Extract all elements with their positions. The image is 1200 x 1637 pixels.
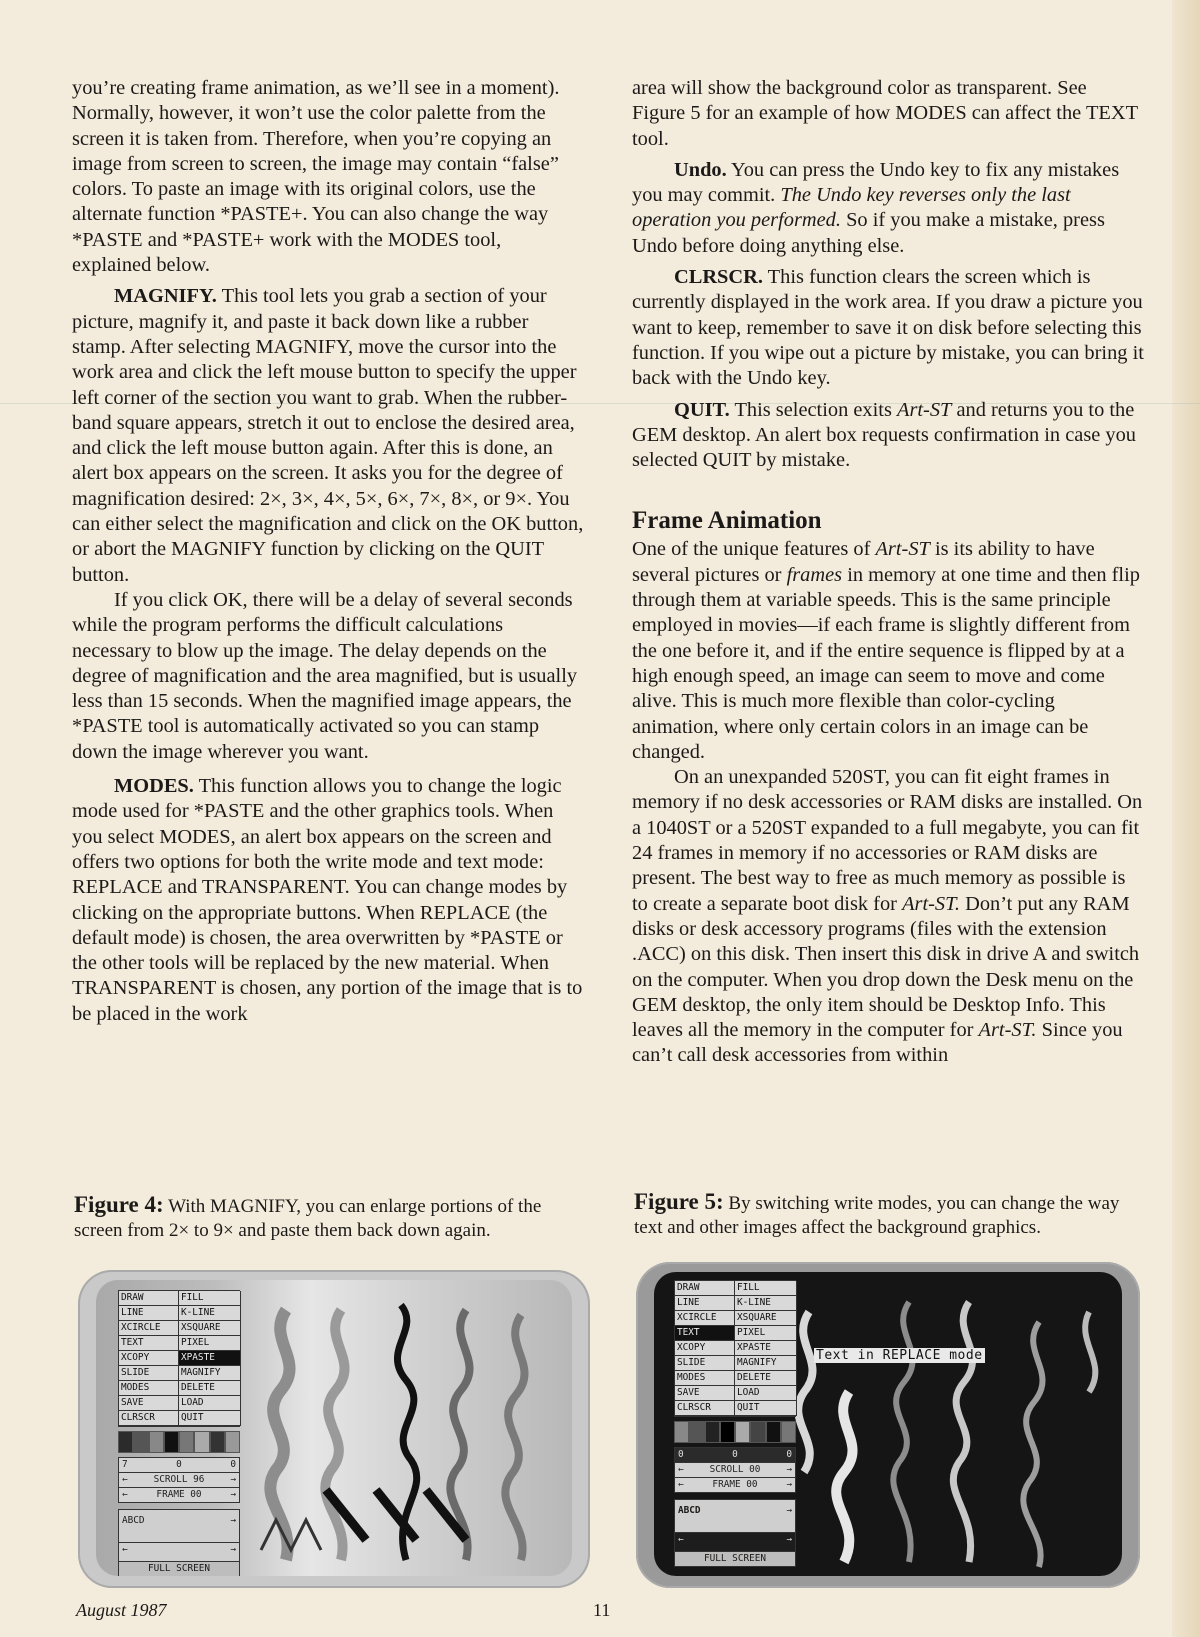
paragraph-frame-animation xyxy=(632,537,1144,765)
figure-4-tool-grid xyxy=(118,1290,240,1427)
scroll-control[interactable] xyxy=(674,1463,796,1478)
figure-4-screenshot xyxy=(78,1270,590,1588)
tool-delete[interactable]: DELETE xyxy=(735,1371,797,1386)
replace-mode-text: Text in REPLACE mode xyxy=(816,1348,983,1363)
scroll-label: SCROLL 00 xyxy=(709,1464,761,1475)
tool-text[interactable]: TEXT xyxy=(119,1336,179,1351)
full-screen-button[interactable]: FULL SCREEN xyxy=(118,1562,240,1576)
mem-text-2: Don’t put any RAM disks or desk accessory programs (files with the extension .ACC) on this disk. Then insert this disk in drive A and switch on the computer. When you drop down the Desk menu on the GEM desktop, the only item should be Desktop Info. This leaves all the memory in the computer for xyxy=(632,892,1140,1042)
right-column xyxy=(632,76,1144,1069)
issue-date: August 1987 xyxy=(76,1600,167,1620)
magnify-body: This tool lets you grab a section of your picture, magnify it, and paste it back down like a rubber stamp. After selecting MAGNIFY, move the cursor into the work area and click the left mouse button to specify the upper left corner of the section you want to grab. When the rubber-band square appears, stretch it out to enclose the desired area, and click the left mouse button again. After this is done, an alert box appears on the screen. It asks you for the degree of magnification desired: 2×, 3×, 4×, 5×, 6×, 7×, 8×, or 9×. You can either select the magnification and click on the OK button, or abort the MAGNIFY function by clicking on the QUIT button. xyxy=(72,285,584,586)
undo-body-end: So if you make a mistake, press Undo before doing anything else. xyxy=(632,209,1105,257)
frame-control[interactable] xyxy=(118,1488,240,1503)
figure-5-tool-menu xyxy=(674,1280,796,1567)
counter-row xyxy=(118,1457,240,1473)
tool-text[interactable]: TEXT xyxy=(675,1326,735,1341)
figure-4-label: Figure 4: xyxy=(74,1192,164,1217)
tool-xcircle[interactable]: XCIRCLE xyxy=(675,1311,735,1326)
undo-body: You can press the Undo key to fix any mistakes you may commit. xyxy=(632,158,1120,207)
right-arrow-icon[interactable]: → xyxy=(786,1479,792,1490)
figure-5-tool-grid xyxy=(674,1280,796,1417)
magnify-heading: MAGNIFY. xyxy=(114,285,217,308)
tool-slide[interactable]: SLIDE xyxy=(675,1356,735,1371)
counter-1: 7 xyxy=(122,1459,128,1470)
tool-clrscr[interactable]: CLRSCR xyxy=(675,1401,735,1416)
scroll-label: SCROLL 96 xyxy=(153,1474,205,1485)
text-sample: ABCD xyxy=(678,1505,701,1516)
tool-delete[interactable]: DELETE xyxy=(179,1381,241,1396)
tool-xpaste[interactable]: XPASTE xyxy=(735,1341,797,1356)
left-arrow-icon[interactable]: ← xyxy=(122,1489,128,1500)
tool-load[interactable]: LOAD xyxy=(179,1396,241,1411)
fa-text-1: One of the unique features of xyxy=(632,538,876,561)
counter-1: 0 xyxy=(678,1449,684,1460)
tool-load[interactable]: LOAD xyxy=(735,1386,797,1401)
quit-body: This selection exits xyxy=(729,398,897,421)
left-arrow-icon[interactable]: ← xyxy=(122,1544,128,1555)
tool-magnify[interactable]: MAGNIFY xyxy=(179,1366,241,1381)
tool-xcopy[interactable]: XCOPY xyxy=(675,1341,735,1356)
paragraph-paste: you’re creating frame animation, as we’ll see in a moment). Normally, however, it won’t use the color palette from the screen it is taken from. Therefore, when you’re copying an image from screen to screen, the image may contain “false” colors. To paste an image with its original colors, use the alternate function *PASTE+. You can also change the way *PASTE and *PASTE+ work with the MODES tool, explained below. xyxy=(72,77,560,277)
mem-app-name-2: Art-ST. xyxy=(978,1019,1037,1042)
right-arrow-icon[interactable]: → xyxy=(230,1489,236,1500)
text-sample-box[interactable] xyxy=(118,1509,240,1543)
figure-5-screen xyxy=(654,1272,1122,1576)
frame-label: FRAME 00 xyxy=(712,1479,758,1490)
paragraph-undo xyxy=(632,158,1144,259)
tool-pixel[interactable]: PIXEL xyxy=(735,1326,797,1341)
figure-4-caption xyxy=(74,1193,586,1243)
tool-xsquare[interactable]: XSQUARE xyxy=(735,1311,797,1326)
paragraph-memory xyxy=(632,765,1144,1069)
paragraph-transparent: area will show the background color as transparent. See Figure 5 for an example of how MODES can affect the TEXT tool. xyxy=(632,77,1138,150)
tool-modes[interactable]: MODES xyxy=(675,1371,735,1386)
left-arrow-icon[interactable]: ← xyxy=(678,1479,684,1490)
color-palette xyxy=(118,1431,240,1453)
squiggles-image xyxy=(789,1282,1119,1572)
figure-4-tool-menu xyxy=(118,1290,240,1576)
scroll-control[interactable] xyxy=(118,1473,240,1488)
fa-text-3: in memory at one time and then flip through them at variable speeds. This is the same principle employed in movies—if each frame is slightly different from the one before it, and if the entire sequence is flipped by at a high enough speed, an image can seem to move and come alive. This is much more flexible than color-cycling animation, where only certain colors in an image can be changed. xyxy=(632,563,1140,763)
modes-body: This function allows you to change the logic mode used for *PASTE and the other graphics tools. When you select MODES, an alert box appears on the screen and offers two options for both the write mode and text mode: REPLACE and TRANSPARENT. You can change modes by clicking on the appropriate buttons. When REPLACE (the default mode) is chosen, the area overwritten by *PASTE or the other tools will be replaced by the new material. When TRANSPARENT is chosen, any portion of the image that is to be placed in the work xyxy=(72,775,583,1025)
figure-5-caption xyxy=(634,1190,1146,1240)
figure-5-screenshot xyxy=(636,1262,1140,1588)
left-arrow-icon[interactable]: ← xyxy=(678,1534,684,1545)
right-arrow-icon[interactable]: → xyxy=(786,1534,792,1545)
tool-pixel[interactable]: PIXEL xyxy=(179,1336,241,1351)
tool-quit[interactable]: QUIT xyxy=(179,1411,241,1426)
clrscr-heading: CLRSCR. xyxy=(674,266,763,289)
quit-app-name: Art-ST xyxy=(896,398,952,421)
mem-text-3: Since you can’t call desk accessories from within xyxy=(632,1019,1123,1067)
section-heading-frame-animation: Frame Animation xyxy=(632,507,822,535)
tool-xpaste[interactable]: XPASTE xyxy=(179,1351,241,1366)
clrscr-body: This function clears the screen which is currently displayed in the work area. If you draw a picture you want to keep, remember to save it on disk before selecting this function. If you wipe out a picture by mistake, you can bring it back with the Undo key. xyxy=(632,266,1144,390)
text-size-control[interactable] xyxy=(118,1543,240,1562)
page-edge xyxy=(1172,0,1200,1637)
tool-slide[interactable]: SLIDE xyxy=(119,1366,179,1381)
figure-5-label: Figure 5: xyxy=(634,1189,724,1214)
fa-text-2: is its ability to have several pictures or xyxy=(632,538,1095,586)
counter-3: 0 xyxy=(786,1449,792,1460)
paragraph-clrscr xyxy=(632,265,1144,391)
paragraph-quit xyxy=(632,398,1144,474)
paragraph-modes xyxy=(72,774,584,1027)
figure-4-caption-text: With MAGNIFY, you can enlarge portions of the screen from 2× to 9× and paste them back down again. xyxy=(74,1196,542,1241)
tool-fill[interactable]: FILL xyxy=(735,1281,797,1296)
undo-heading: Undo. xyxy=(674,158,727,181)
fa-app-name: Art-ST xyxy=(875,538,930,561)
magnified-squiggles-image xyxy=(246,1290,566,1570)
tool-modes[interactable]: MODES xyxy=(119,1381,179,1396)
tool-xcircle[interactable]: XCIRCLE xyxy=(119,1321,179,1336)
tool-quit[interactable]: QUIT xyxy=(735,1401,797,1416)
mem-text-1: On an unexpanded 520ST, you can fit eight frames in memory if no desk accessories or RAM disks are installed. On a 1040ST or a 520ST expanded to a full megabyte, you can fit 24 frames in memory if no accessories or RAM disks are present. The best way to free as much memory as possible is to create a separate boot disk for xyxy=(632,766,1143,915)
undo-emphasis: The Undo key reverses only the last operation you performed. xyxy=(632,184,1071,232)
left-arrow-icon[interactable]: ← xyxy=(678,1464,684,1475)
right-arrow-icon[interactable]: → xyxy=(230,1544,236,1555)
mem-app-name-1: Art-ST. xyxy=(902,892,961,915)
tool-line[interactable]: LINE xyxy=(119,1306,179,1321)
paragraph-magnify xyxy=(72,284,584,588)
tool-clrscr[interactable]: CLRSCR xyxy=(119,1411,179,1426)
full-screen-button[interactable]: FULL SCREEN xyxy=(674,1552,796,1567)
tool-k-line[interactable]: K-LINE xyxy=(179,1306,241,1321)
counter-2: 0 xyxy=(732,1449,738,1460)
text-size-control[interactable] xyxy=(674,1533,796,1552)
right-arrow-icon[interactable]: → xyxy=(230,1474,236,1485)
counter-2: 0 xyxy=(176,1459,182,1470)
tool-line[interactable]: LINE xyxy=(675,1296,735,1311)
tool-save[interactable]: SAVE xyxy=(675,1386,735,1401)
figure-4-screen xyxy=(96,1280,572,1576)
right-arrow-icon[interactable]: → xyxy=(230,1515,236,1526)
tool-xcopy[interactable]: XCOPY xyxy=(119,1351,179,1366)
fa-frames-term: frames xyxy=(786,563,843,586)
quit-heading: QUIT. xyxy=(674,398,730,421)
tool-draw[interactable]: DRAW xyxy=(675,1281,735,1296)
page-number: 11 xyxy=(593,1600,611,1620)
tool-k-line[interactable]: K-LINE xyxy=(735,1296,797,1311)
left-arrow-icon[interactable]: ← xyxy=(122,1474,128,1485)
right-arrow-icon[interactable]: → xyxy=(786,1505,792,1516)
figure-5-caption-text: By switching write modes, you can change the way text and other images affect the background graphics. xyxy=(634,1193,1120,1238)
quit-body-end: and returns you to the GEM desktop. An alert box requests confirmation in case you selected QUIT by mistake. xyxy=(632,398,1136,472)
tool-xsquare[interactable]: XSQUARE xyxy=(179,1321,241,1336)
paragraph-ok: If you click OK, there will be a delay of several seconds while the program performs the difficult calculations necessary to blow up the image. The delay depends on the degree of magnification and the area magnified, but is usually less than 15 seconds. When the magnified image appears, the *PASTE tool is automatically activated so you can stamp down the image wherever you want. xyxy=(72,588,578,763)
left-column xyxy=(72,76,584,1027)
counter-row xyxy=(674,1447,796,1463)
tool-magnify[interactable]: MAGNIFY xyxy=(735,1356,797,1371)
tool-fill[interactable]: FILL xyxy=(179,1291,241,1306)
right-arrow-icon[interactable]: → xyxy=(786,1464,792,1475)
frame-control[interactable] xyxy=(674,1478,796,1493)
tool-draw[interactable]: DRAW xyxy=(119,1291,179,1306)
frame-label: FRAME 00 xyxy=(156,1489,202,1500)
tool-save[interactable]: SAVE xyxy=(119,1396,179,1411)
text-sample: ABCD xyxy=(122,1515,145,1526)
counter-3: 0 xyxy=(230,1459,236,1470)
text-sample-box[interactable] xyxy=(674,1499,796,1533)
color-palette xyxy=(674,1421,796,1443)
modes-heading: MODES. xyxy=(114,775,194,798)
